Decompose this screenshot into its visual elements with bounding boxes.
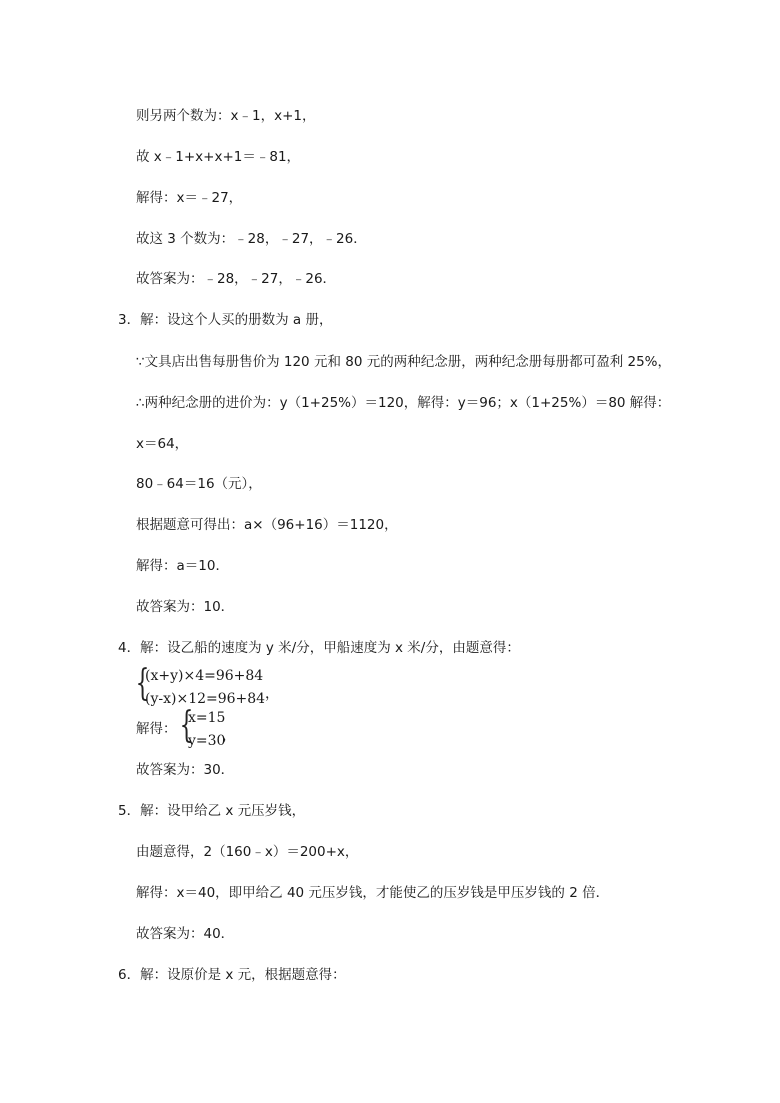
text-line: 故答案为：﹣28，﹣27，﹣26．: [136, 271, 337, 287]
punctuation: ，: [222, 728, 236, 744]
text-line: 故这 3 个数为：﹣28，﹣27，﹣26．: [136, 231, 367, 247]
text-line: ∵文具店出售每册售价为 120 元和 80 元的两种纪念册，两种纪念册每册都可盈利 25%，: [136, 354, 671, 370]
problem-heading: 3．解：设这个人买的册数为 a 册，: [118, 312, 333, 328]
punctuation: ，: [265, 686, 279, 702]
problem-heading: 6．解：设原价是 x 元，根据题意得：: [118, 967, 346, 983]
text-line: 解得：a＝10．: [136, 558, 229, 574]
text-line: 故答案为：40．: [136, 926, 235, 942]
equation: y=30: [188, 733, 226, 749]
equation: (x+y)×4=96+84: [145, 668, 264, 684]
left-brace-icon: {: [179, 705, 194, 746]
text-line: 解得：: [136, 721, 177, 737]
left-brace-icon: {: [135, 663, 150, 704]
text-line: 解得：x＝﹣27，: [136, 190, 243, 206]
text-line: 由题意得，2（160﹣x）＝200+x，: [136, 844, 359, 860]
text-line: 则另两个数为：x﹣1，x+1，: [136, 108, 316, 124]
equation: (y-x)×12=96+84: [145, 691, 266, 707]
text-line: 故答案为：10．: [136, 599, 235, 615]
problem-heading: 5．解：设甲给乙 x 元压岁钱，: [118, 803, 306, 819]
text-line: ∴两种纪念册的进价为：y（1+25%）＝120，解得：y＝96；x（1+25%）＝80 解得：: [136, 395, 671, 411]
problem-heading: 4．解：设乙船的速度为 y 米/分，甲船速度为 x 米/分，由题意得：: [118, 640, 520, 656]
text-line: 故 x﹣1+x+x+1＝﹣81，: [136, 149, 301, 165]
equation: x=15: [188, 710, 226, 726]
text-line: 故答案为：30．: [136, 762, 235, 778]
text-line: 根据题意可得出：a×（96+16）＝1120，: [136, 517, 398, 533]
text-line: x＝64，: [136, 436, 189, 452]
text-line: 解得：x＝40，即甲给乙 40 元压岁钱，才能使乙的压岁钱是甲压岁钱的 2 倍．: [136, 885, 610, 901]
text-line: 80﹣64＝16（元），: [136, 476, 262, 492]
